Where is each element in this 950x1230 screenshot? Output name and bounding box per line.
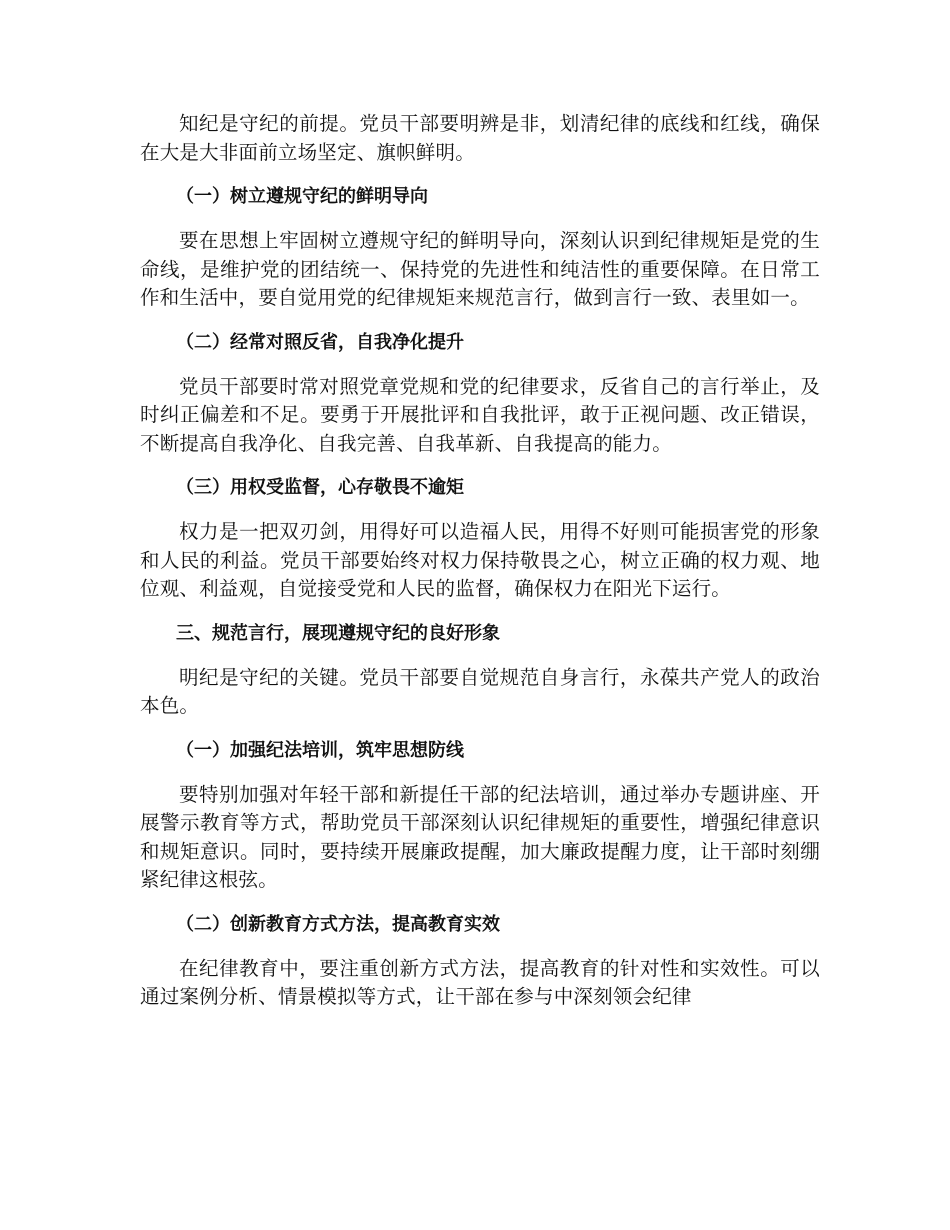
paragraph: 权力是一把双刃剑，用得好可以造福人民，用得不好则可能损害党的形象和人民的利益。党员干部要始终对权力保持敬畏之心，树立正确的权力观、地位观、利益观，自觉接受党和人民的监督，确保权力在阳光下运行。: [140, 520, 820, 600]
section-heading: （二）经常对照反省，自我净化提升: [176, 331, 464, 353]
section-heading: （一）树立遵规守纪的鲜明导向: [176, 186, 428, 207]
paragraph: 要在思想上牢固树立遵规守纪的鲜明导向，深刻认识到纪律规矩是党的生命线，是维护党的团结统一、保持党的先进性和纯洁性的重要保障。在日常工作和生活中，要自觉用党的纪律规矩来规范言行，做到言行一致、表里如一。: [140, 229, 820, 309]
paragraph: 在纪律教育中，要注重创新方式方法，提高教育的针对性和实效性。可以通过案例分析、情景模拟等方式，让干部在参与中深刻领会纪律: [140, 956, 820, 1008]
section-heading: （一）加强纪法培训，筑牢思想防线: [176, 739, 464, 761]
document-body: [140, 110, 820, 1028]
paragraph: 要特别加强对年轻干部和新提任干部的纪法培训，通过举办专题讲座、开展警示教育等方式，帮助党员干部深刻认识纪律规矩的重要性，增强纪律意识和规矩意识。同时，要持续开展廉政提醒，加大廉政提醒力度，让干部时刻绷紧纪律这根弦。: [140, 782, 820, 891]
paragraph: 明纪是守纪的关键。党员干部要自觉规范自身言行，永葆共产党人的政治本色。: [140, 665, 820, 717]
chapter-heading: 三、规范言行，展现遵规守纪的良好形象: [176, 622, 500, 644]
paragraph: 知纪是守纪的前提。党员干部要明辨是非，划清纪律的底线和红线，确保在大是大非面前立场坚定、旗帜鲜明。: [140, 112, 820, 164]
section-heading: （二）创新教育方式方法，提高教育实效: [176, 913, 500, 935]
section-heading: （三）用权受监督，心存敬畏不逾矩: [176, 477, 464, 498]
paragraph: 党员干部要时常对照党章党规和党的纪律要求，反省自己的言行举止，及时纠正偏差和不足。要勇于开展批评和自我批评，敢于正视问题、改正错误，不断提高自我净化、自我完善、自我革新、自我提高的能力。: [140, 374, 820, 455]
